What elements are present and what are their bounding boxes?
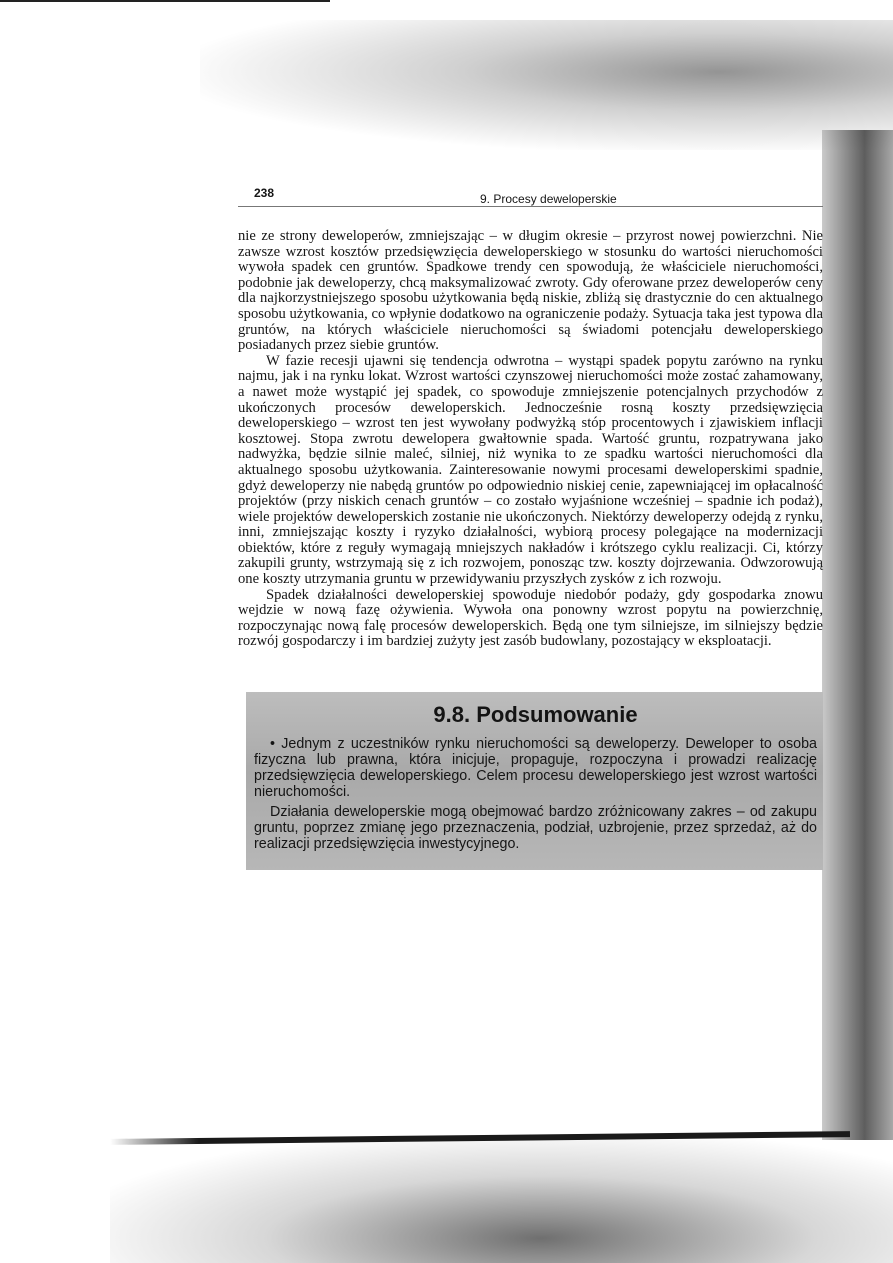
paragraph: W fazie recesji ujawni się tendencja odwrotna – wystąpi spadek popytu zarówno na rynku najmu, jak i na rynku lokat. Wzrost wartości czynszowej nieruchomości może zostać zahamowany, a nawet może wystąpić jej spadek, co spowoduje zmniejszenie potencjalnych przychodów z ukończonych procesów deweloperskich. Jednocześnie rosną koszty przedsięwzięcia deweloperskiego – wzrost ten jest wywołany podwyżką stóp procentowych i zjawiskiem inflacji kosztowej. Stopa zwrotu dewelopera gwałtownie spada. Wartość gruntu, rozpatrywana jako nadwyżka, będzie silnie maleć, silniej, niż wynika to ze spadku wartości nieruchomości dla aktualnego sposobu użytkowania. Zainteresowanie nowymi procesami deweloperskimi spadnie, gdyż deweloperzy nie nabędą gruntów po odpowiednio niskiej cenie, zapewniającej im opłacalność projektów (przy niskich cenach gruntów – co zostało wyjaśnione wcześniej – spadnie ich podaż), wiele projektów deweloperskich zostanie nie ukończonych. Niektórzy deweloperzy odejdą z rynku, inni, zmniejszając koszty i ryzyko działalności, wybiorą procesy polegające na modernizacji obiektów, które z reguły wymagają mniejszych nakładów i krótszego cyklu realizacji. Ci, którzy zakupili grunty, wstrzymają się z ich rozwojem, ponosząc tzw. koszty dojrzewania. Odwzorowują one koszty utrzymania gruntu w przewidywaniu przyszłych zysków z ich rozwoju. bbox=[238, 352, 823, 588]
scan-shadow-right bbox=[822, 130, 893, 1140]
summary-text bbox=[254, 736, 817, 852]
summary-box bbox=[246, 692, 823, 870]
body-text bbox=[238, 229, 823, 650]
scan-shadow-top-right bbox=[200, 20, 893, 150]
summary-paragraph: • Jednym z uczestników rynku nieruchomości są deweloperzy. Deweloper to osoba fizyczna lub prawna, która inicjuje, propaguje, rozpoczyna i prowadzi realizację przedsięwzięcia deweloperskiego. Celem procesu deweloperskiego jest wzrost wartości nieruchomości. bbox=[254, 736, 817, 801]
chapter-title: 9. Procesy deweloperskie bbox=[480, 192, 617, 206]
book-page bbox=[238, 180, 823, 870]
summary-title: 9.8. Podsumowanie bbox=[433, 702, 638, 728]
scan-shadow-bottom bbox=[110, 1140, 893, 1263]
paragraph: Spadek działalności deweloperskiej spowoduje niedobór podaży, gdy gospodarka znowu wejdzie w nową fazę ożywienia. Wywoła ona ponowny wzrost popytu na powierzchnię, rozpoczynając nową falę procesów deweloperskich. Będą one tym silniejsze, im silniejszy będzie rozwój gospodarczy i im bardziej zużyty jest zasób budowlany, pozostający w eksploatacji. bbox=[238, 586, 823, 650]
paragraph: nie ze strony deweloperów, zmniejszając – w długim okresie – przyrost nowej powierzchni. Nie zawsze wzrost kosztów przedsięwzięcia deweloperskiego w stosunku do wartości nieruchomości wywoła spadek cen gruntów. Spadkowe trendy cen spowodują, że właściciele nieruchomości, podobnie jak deweloperzy, chcą maksymalizować zwroty. Gdy oferowane przez deweloperów ceny dla najkorzystniejszego sposobu użytkowania będą niskie, zbliżą się drastycznie do cen aktualnego sposobu użytkowania, co wpłynie dodatkowo na ograniczenie podaży. Sytuacja taka jest typowa dla gruntów, na których właściciele nieruchomości są świadomi potencjału deweloperskiego posiadanych przez siebie gruntów. bbox=[238, 228, 823, 354]
page-number: 238 bbox=[254, 186, 275, 200]
running-head bbox=[238, 180, 823, 207]
summary-paragraph: Działania deweloperskie mogą obejmować bardzo zróżnicowany zakres – od zakupu gruntu, poprzez zmianę jego przeznaczenia, podział, uzbrojenie, przez sprzedaż, aż do realizacji przedsięwzięcia inwestycyjnego. bbox=[254, 804, 817, 853]
